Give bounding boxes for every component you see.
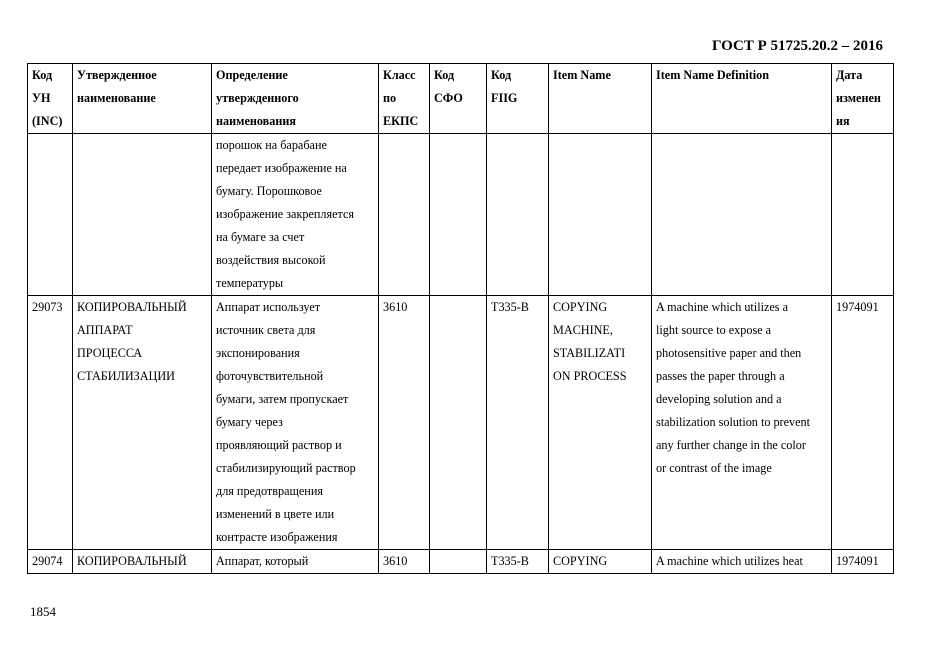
header-cell: Код УН (INC) [28,64,73,134]
header-cell: Item Name Definition [652,64,832,134]
sfo-cell [430,296,487,550]
page-number: 1854 [30,604,56,619]
fiig-cell [487,134,549,296]
definition-cell: Аппарат использует источник света для экспонирования фоточувствительной бумаги, затем пропускает бумагу через проявляющий раствор и стабилизирующий раствор для предотвращения изменений в цвете или контрасте изображения [212,296,379,550]
item-definition-cell: A machine which utilizes heat [652,550,832,574]
date-cell: 1974091 [832,296,894,550]
date-cell: 1974091 [832,550,894,574]
header-cell: Дата изменен ия [832,64,894,134]
approved-name-cell: КОПИРОВАЛЬНЫЙ АППАРАТ ПРОЦЕССА СТАБИЛИЗАЦИИ [73,296,212,550]
item-name-cell: COPYING [549,550,652,574]
class-cell: 3610 [379,296,430,550]
sfo-cell [430,550,487,574]
table-row [28,296,894,550]
definition-cell: Аппарат, который [212,550,379,574]
item-name-cell [549,134,652,296]
sfo-cell [430,134,487,296]
approved-name-cell [73,134,212,296]
header-cell: Класс по ЕКПС [379,64,430,134]
inc-cell: 29074 [28,550,73,574]
header-cell: Утвержденное наименование [73,64,212,134]
fiig-cell: T335-B [487,296,549,550]
date-cell [832,134,894,296]
class-cell: 3610 [379,550,430,574]
header-cell: Определение утвержденного наименования [212,64,379,134]
standard-designation: ГОСТ Р 51725.20.2 – 2016 [712,38,884,54]
inc-cell: 29073 [28,296,73,550]
table-row [28,134,894,296]
table-row [28,550,894,574]
inc-cell [28,134,73,296]
header-cell: Item Name [549,64,652,134]
approved-name-cell: КОПИРОВАЛЬНЫЙ [73,550,212,574]
fiig-cell: T335-B [487,550,549,574]
item-definition-cell: A machine which utilizes a light source to expose a photosensitive paper and then passes the paper through a developing solution and a stabilization solution to prevent any further change in the color or contrast of the image [652,296,832,550]
classification-table [27,63,894,574]
item-definition-cell [652,134,832,296]
definition-cell: порошок на барабане передает изображение на бумагу. Порошковое изображение закрепляется на бумаге за счет воздействия высокой температуры [212,134,379,296]
item-name-cell: COPYING MACHINE, STABILIZATI ON PROCESS [549,296,652,550]
class-cell [379,134,430,296]
table-header-row [28,64,894,134]
header-cell: Код FIIG [487,64,549,134]
header-cell: Код СФО [430,64,487,134]
